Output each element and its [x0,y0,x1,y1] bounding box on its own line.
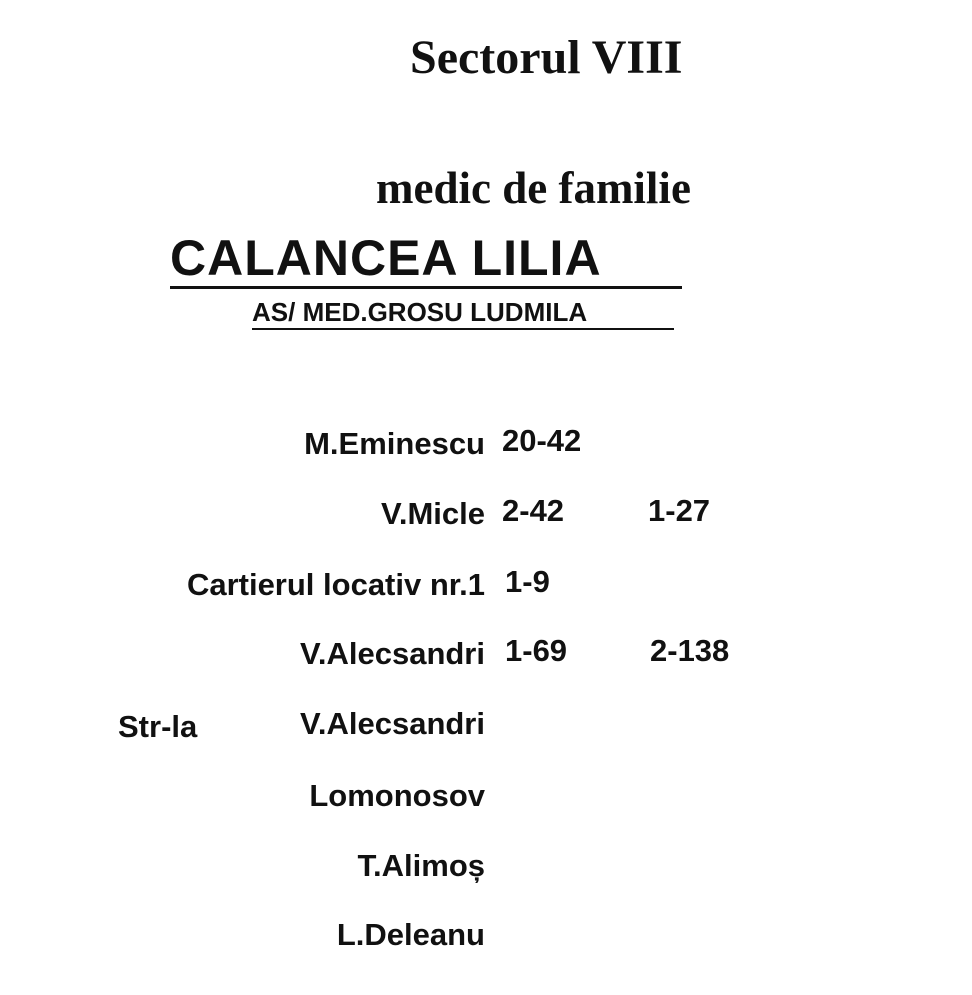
address-range: 1-69 [505,633,568,668]
street-name: T.Alimoș [357,848,485,883]
address-range: 2-138 [650,633,730,668]
street-prefix: Str-la [118,709,198,744]
street-name: Cartierul locativ nr.1 [186,567,485,602]
address-range: 1-9 [505,564,550,599]
street-name: V.Micle [381,496,485,531]
street-name: L.Deleanu [336,917,485,952]
address-range: 20-42 [502,423,582,458]
street-name: V.Alecsandri [300,706,485,741]
assistant-name: AS/ MED.GROSU LUDMILA [252,296,674,330]
street-name: Lomonosov [309,778,485,813]
role-heading: medic de familie [376,163,691,213]
sector-title: Sectorul VIII [410,31,683,84]
doctor-name: CALANCEA LILIA [170,230,682,289]
address-range: 2-42 [502,493,565,528]
address-range: 1-27 [648,493,711,528]
street-name: V.Alecsandri [300,636,485,671]
street-name: M.Eminescu [304,426,485,461]
